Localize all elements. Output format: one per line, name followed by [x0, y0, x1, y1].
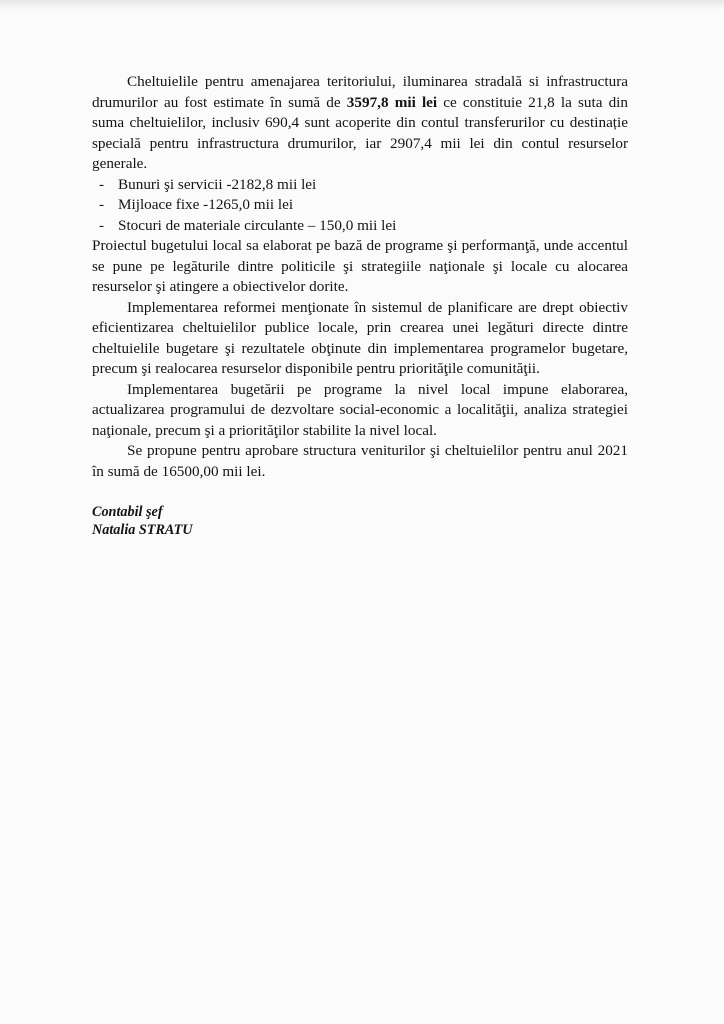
document-body: [92, 72, 628, 539]
expense-breakdown-list: [92, 175, 628, 237]
list-item-text: Stocuri de materiale circulante – 150,0 mii lei: [118, 216, 397, 234]
paragraph-expenses-text-end: ce constituie 21,8 la suta din suma cheltuielilor, inclusiv 690,4 sunt acoperite din contul transferurilor cu destinație specială pentru infrastructura drumurilor, iar 2907,4 mii lei din contul resurselor generale.: [92, 93, 628, 172]
signature-title: Contabil şef: [92, 504, 163, 520]
signature-block: [92, 503, 628, 539]
list-dash: -: [99, 196, 105, 213]
list-item: [92, 216, 628, 237]
paragraph-program-budgeting: Implementarea bugetării pe programe la nivel local impune elaborarea, actualizarea programului de dezvoltare social-economic a localităţii, analiza strategiei naţionale, precum şi a priorităţilor stabilite la nivel local.: [92, 380, 628, 439]
list-item-text: Mijloace fixe -1265,0 mii lei: [118, 196, 294, 213]
total-amount-bold: 3597,8 mii lei: [346, 93, 438, 111]
list-dash: -: [99, 175, 105, 193]
list-item-text: Bunuri şi servicii -2182,8 mii lei: [118, 175, 317, 193]
list-item: [92, 195, 628, 216]
paragraph-approval-proposal: Se propune pentru aprobare structura veniturilor şi cheltuielilor pentru anul 2021 în sumă de 16500,00 mii lei.: [92, 442, 628, 480]
list-dash: -: [99, 216, 105, 234]
paragraph-expenses-summary: [92, 72, 628, 175]
paragraph-expenses-text-start: Cheltuielile pentru amenajarea teritoriului, iluminarea stradală si infrastructura drumurilor au fost estimate în sumă de: [92, 73, 628, 111]
paragraph-budget-project: Proiectul bugetului local sa elaborat pe bază de programe şi performanţă, unde accentul se pune pe legăturile dintre politicile şi strategiile naţionale şi locale cu alocarea resurselor şi atingere a obiectivelor dorite.: [92, 237, 628, 295]
list-item: [92, 175, 628, 196]
paragraph-reform-implementation: Implementarea reformei menţionate în sistemul de planificare are drept obiectiv eficientizarea cheltuielilor publice locale, prin crearea unei legături directe dintre cheltuielile bugetare şi rezultatele obţinute din implementarea programelor bugetare, precum şi realocarea resurselor disponibile pentru priorităţile comunităţii.: [92, 298, 628, 377]
scan-edge-shadow: [0, 0, 724, 10]
signature-name: Natalia STRATU: [92, 522, 193, 538]
